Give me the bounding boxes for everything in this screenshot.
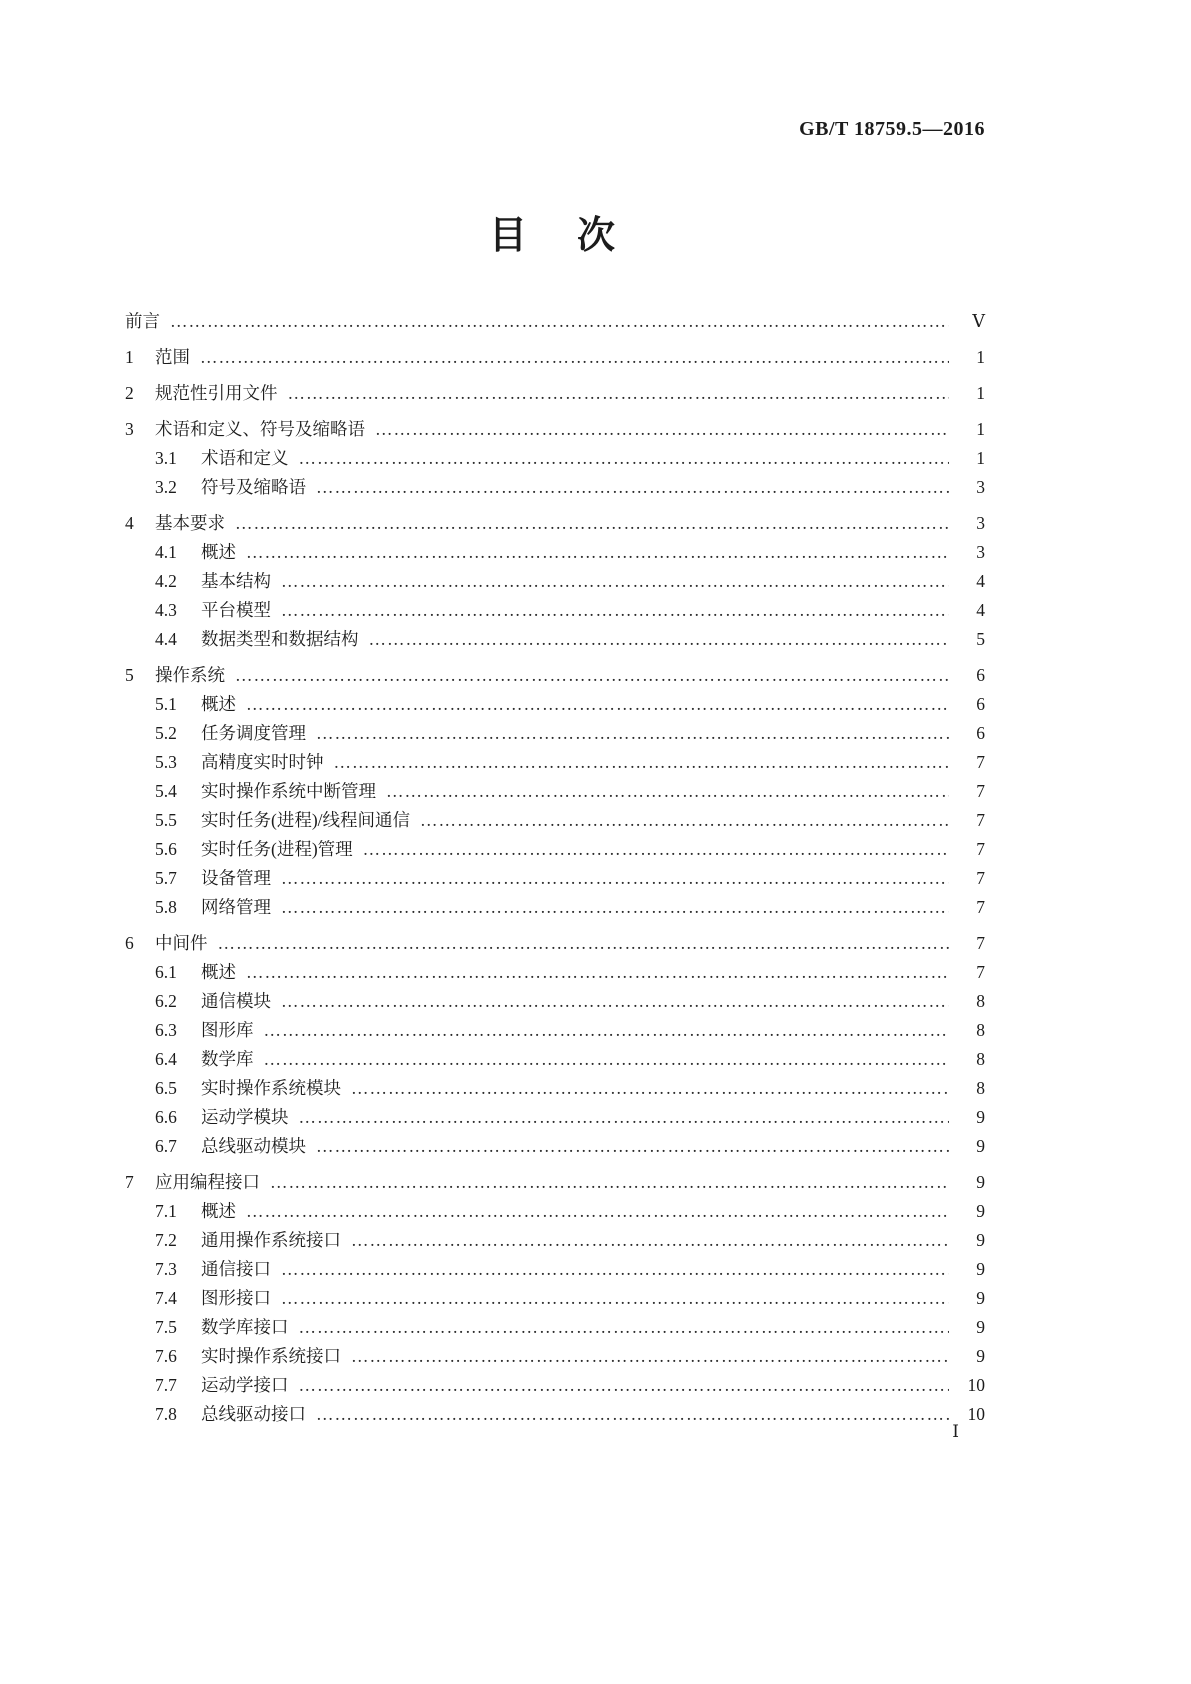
dot-leader — [299, 444, 950, 473]
toc-entry-title: 应用编程接口 — [155, 1172, 260, 1192]
toc-entry-title: 通信模块 — [201, 991, 271, 1011]
dot-leader — [363, 835, 949, 864]
toc-entry — [125, 307, 985, 336]
page-title: 目 次 — [488, 215, 621, 257]
dot-leader — [316, 1400, 949, 1429]
toc-entry-number: 6.4 — [155, 1049, 177, 1069]
toc-entry-page: 3 — [976, 477, 985, 497]
dot-leader — [246, 1197, 949, 1226]
toc-entry — [125, 1342, 985, 1371]
toc-entry-page: 5 — [976, 629, 985, 649]
toc-entry-title: 数学库 — [201, 1049, 254, 1069]
toc-entry — [125, 1074, 985, 1103]
toc-entry-title: 概述 — [201, 694, 236, 714]
toc-entry-page: 9 — [976, 1346, 985, 1366]
toc-entry-number: 7.5 — [155, 1317, 177, 1337]
toc-entry-number: 1 — [125, 347, 134, 367]
toc-entry-number: 5.2 — [155, 723, 177, 743]
toc-entry-page: 10 — [967, 1375, 985, 1395]
dot-leader — [316, 473, 949, 502]
toc-entry-page: 6 — [976, 665, 985, 685]
toc-entry-number: 5.7 — [155, 868, 177, 888]
dot-leader — [264, 1016, 950, 1045]
toc-entry-title: 操作系统 — [155, 665, 225, 685]
dot-leader — [299, 1313, 950, 1342]
toc-entry-title: 符号及缩略语 — [201, 477, 306, 497]
toc-entry-title: 图形接口 — [201, 1288, 271, 1308]
toc-entry-title: 实时操作系统接口 — [201, 1346, 341, 1366]
dot-leader — [299, 1103, 950, 1132]
toc-entry-number: 6.3 — [155, 1020, 177, 1040]
toc-entry-number: 4 — [125, 513, 134, 533]
toc-entry — [125, 473, 985, 502]
toc-entry-title: 概述 — [201, 1201, 236, 1221]
toc-entry — [125, 987, 985, 1016]
toc-entry-page: 6 — [976, 694, 985, 714]
toc-entry-number: 4.2 — [155, 571, 177, 591]
toc-entry-number: 5.6 — [155, 839, 177, 859]
dot-leader — [264, 1045, 950, 1074]
toc-entry-title: 任务调度管理 — [201, 723, 306, 743]
toc-entry-title: 范围 — [155, 347, 190, 367]
toc-entry-page: 3 — [976, 513, 985, 533]
toc-entry — [125, 929, 985, 958]
toc-entry-number: 5.8 — [155, 897, 177, 917]
toc-entry-title: 设备管理 — [201, 868, 271, 888]
toc-entry-number: 5 — [125, 665, 134, 685]
toc-entry-number: 6 — [125, 933, 134, 953]
toc-entry-page: 7 — [976, 839, 985, 859]
toc-entry-number: 5.4 — [155, 781, 177, 801]
toc-entry-page: 9 — [976, 1201, 985, 1221]
toc-entry — [125, 719, 985, 748]
toc-entry-title: 通用操作系统接口 — [201, 1230, 341, 1250]
toc-entry — [125, 567, 985, 596]
toc-entry-page: 4 — [976, 571, 985, 591]
toc-entry-page: 8 — [976, 1049, 985, 1069]
toc-entry-number: 7.7 — [155, 1375, 177, 1395]
toc-entry — [125, 1168, 985, 1197]
toc-entry-number: 7.2 — [155, 1230, 177, 1250]
toc-entry-page: 10 — [967, 1404, 985, 1424]
dot-leader — [170, 307, 949, 336]
toc-entry-number: 7 — [125, 1172, 134, 1192]
toc-entry-number: 7.1 — [155, 1201, 177, 1221]
toc-entry-page: 6 — [976, 723, 985, 743]
toc-entry-number: 6.7 — [155, 1136, 177, 1156]
toc-entry-page: 9 — [976, 1107, 985, 1127]
toc-entry-title: 平台模型 — [201, 600, 271, 620]
toc-entry-title: 数据类型和数据结构 — [201, 629, 359, 649]
toc-entry — [125, 1255, 985, 1284]
toc-entry — [125, 1197, 985, 1226]
toc-entry-title: 概述 — [201, 962, 236, 982]
toc-entry-page: 1 — [976, 419, 985, 439]
toc-entry-number: 4.3 — [155, 600, 177, 620]
toc-entry — [125, 415, 985, 444]
toc-entry — [125, 1371, 985, 1400]
toc-entry-number: 7.8 — [155, 1404, 177, 1424]
toc-entry-number: 4.1 — [155, 542, 177, 562]
toc-entry — [125, 1132, 985, 1161]
toc-entry-page: 7 — [976, 752, 985, 772]
toc-entry-page: 9 — [976, 1259, 985, 1279]
dot-leader — [218, 929, 950, 958]
dot-leader — [200, 343, 949, 372]
toc-entry-title: 运动学接口 — [201, 1375, 289, 1395]
dot-leader — [270, 1168, 949, 1197]
toc-entry-page: 1 — [976, 448, 985, 468]
toc-entry — [125, 661, 985, 690]
toc-entry-title: 总线驱动接口 — [201, 1404, 306, 1424]
dot-leader — [288, 379, 950, 408]
toc-entry-title: 实时操作系统中断管理 — [201, 781, 376, 801]
toc-entry-page: 7 — [976, 933, 985, 953]
toc-entry-page: 8 — [976, 1020, 985, 1040]
toc-entry-page: 8 — [976, 1078, 985, 1098]
toc-entry — [125, 596, 985, 625]
dot-leader — [299, 1371, 950, 1400]
dot-leader — [375, 415, 949, 444]
toc-entry — [125, 1284, 985, 1313]
toc-entry-page: 8 — [976, 991, 985, 1011]
dot-leader — [420, 806, 949, 835]
toc-entry-page: 7 — [976, 781, 985, 801]
toc-entry — [125, 343, 985, 372]
toc-entry-number: 6.5 — [155, 1078, 177, 1098]
toc-entry — [125, 893, 985, 922]
toc-entry-title: 规范性引用文件 — [155, 383, 278, 403]
dot-leader — [351, 1226, 949, 1255]
toc-entry — [125, 1016, 985, 1045]
toc-entry-page: 9 — [976, 1172, 985, 1192]
toc-entry-title: 通信接口 — [201, 1259, 271, 1279]
dot-leader — [246, 690, 949, 719]
toc-entry — [125, 444, 985, 473]
toc-entry-page: 9 — [976, 1317, 985, 1337]
doc-number: GB/T 18759.5—2016 — [799, 118, 985, 140]
dot-leader — [316, 1132, 949, 1161]
toc-entry — [125, 1400, 985, 1429]
toc-entry-title: 概述 — [201, 542, 236, 562]
dot-leader — [281, 987, 949, 1016]
toc-entry — [125, 379, 985, 408]
toc-entry — [125, 509, 985, 538]
toc-entry-title: 前言 — [125, 311, 160, 331]
toc-entry — [125, 864, 985, 893]
toc-entry-number: 7.4 — [155, 1288, 177, 1308]
dot-leader — [246, 958, 949, 987]
toc-entry-title: 实时任务(进程)/线程间通信 — [201, 810, 411, 830]
toc-entry-number: 3.1 — [155, 448, 177, 468]
toc-entry — [125, 1313, 985, 1342]
toc-entry-title: 运动学模块 — [201, 1107, 289, 1127]
toc-entry-number: 5.5 — [155, 810, 177, 830]
toc-entry-page: 7 — [976, 810, 985, 830]
dot-leader — [334, 748, 950, 777]
toc-entry — [125, 538, 985, 567]
toc-entry-title: 基本结构 — [201, 571, 271, 591]
toc-entry-title: 网络管理 — [201, 897, 271, 917]
dot-leader — [316, 719, 949, 748]
toc-entry — [125, 625, 985, 654]
toc-entry — [125, 748, 985, 777]
toc-entry-page: Ⅴ — [972, 311, 985, 331]
dot-leader — [235, 509, 949, 538]
toc-entry-page: 9 — [976, 1230, 985, 1250]
dot-leader — [351, 1342, 949, 1371]
toc-entry — [125, 1103, 985, 1132]
toc-entry — [125, 1045, 985, 1074]
toc-entry — [125, 958, 985, 987]
toc-entry-number: 5.1 — [155, 694, 177, 714]
toc-entry — [125, 1226, 985, 1255]
toc-entry-title: 中间件 — [155, 933, 208, 953]
toc-entry-title: 实时操作系统模块 — [201, 1078, 341, 1098]
toc-entry-number: 5.3 — [155, 752, 177, 772]
toc-entry-page: 7 — [976, 868, 985, 888]
toc-entry-page: 1 — [976, 383, 985, 403]
dot-leader — [281, 1284, 949, 1313]
dot-leader — [235, 661, 949, 690]
toc-entry — [125, 690, 985, 719]
toc-entry-title: 术语和定义、符号及缩略语 — [155, 419, 365, 439]
toc-entry-title: 术语和定义 — [201, 448, 289, 468]
toc-entry — [125, 835, 985, 864]
toc-entry-page: 9 — [976, 1136, 985, 1156]
toc-entry-title: 高精度实时时钟 — [201, 752, 324, 772]
dot-leader — [281, 1255, 949, 1284]
dot-leader — [281, 567, 949, 596]
toc-entry — [125, 806, 985, 835]
toc-entry-number: 6.2 — [155, 991, 177, 1011]
toc-entry-number: 7.6 — [155, 1346, 177, 1366]
dot-leader — [351, 1074, 949, 1103]
toc-entry-page: 4 — [976, 600, 985, 620]
dot-leader — [369, 625, 950, 654]
toc-entry-number: 4.4 — [155, 629, 177, 649]
dot-leader — [246, 538, 949, 567]
toc-entry-page: 9 — [976, 1288, 985, 1308]
toc-entry-page: 7 — [976, 897, 985, 917]
toc-entry — [125, 777, 985, 806]
dot-leader — [281, 893, 949, 922]
toc-entry-title: 总线驱动模块 — [201, 1136, 306, 1156]
toc-entry-number: 3.2 — [155, 477, 177, 497]
toc-entry-title: 基本要求 — [155, 513, 225, 533]
toc-entry-number: 6.6 — [155, 1107, 177, 1127]
dot-leader — [281, 596, 949, 625]
toc-entry-title: 实时任务(进程)管理 — [201, 839, 353, 859]
footer-page-number: Ⅰ — [952, 1422, 959, 1441]
toc-entry-page: 1 — [976, 347, 985, 367]
toc-entry-title: 数学库接口 — [201, 1317, 289, 1337]
toc-entry-number: 3 — [125, 419, 134, 439]
toc-entry-number: 2 — [125, 383, 134, 403]
dot-leader — [281, 864, 949, 893]
toc-entry-title: 图形库 — [201, 1020, 254, 1040]
toc-entry-page: 7 — [976, 962, 985, 982]
toc-list — [125, 300, 985, 1429]
dot-leader — [386, 777, 949, 806]
toc-entry-number: 6.1 — [155, 962, 177, 982]
toc-entry-page: 3 — [976, 542, 985, 562]
toc-entry-number: 7.3 — [155, 1259, 177, 1279]
